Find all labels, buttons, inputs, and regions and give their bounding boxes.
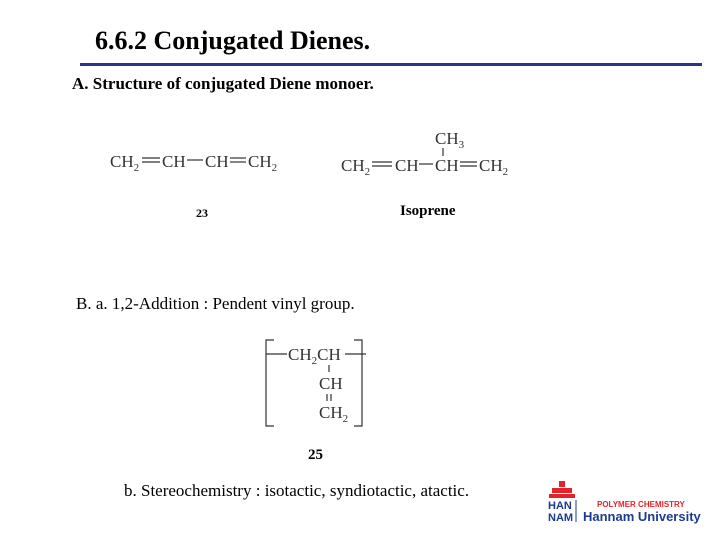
isoprene-group-3: CH xyxy=(435,156,459,175)
svg-text:CH2: $CH_2$ xyxy=(479,156,509,178)
butadiene-structure xyxy=(105,140,295,180)
logo-emblem-icon xyxy=(549,481,575,498)
polymer-main-b: CH xyxy=(317,345,341,364)
polymer-main-a: CH xyxy=(288,345,312,364)
isoprene-structure xyxy=(337,124,527,184)
logo-nam-text: NAM xyxy=(548,512,574,524)
slide-title: 6.6.2 Conjugated Dienes. xyxy=(95,26,371,55)
title-divider xyxy=(80,63,702,66)
section-b-a-text: B. a. 1,2-Addition : Pendent vinyl group. xyxy=(76,294,355,313)
right-bracket xyxy=(354,340,362,426)
isoprene-group-1: CH xyxy=(341,156,365,175)
isoprene-group-4: CH xyxy=(479,156,503,175)
butadiene-group-4: CH xyxy=(248,152,272,171)
logo-tagline: POLYMER CHEMISTRY xyxy=(597,500,685,509)
svg-text:CH2CH: $CH_2CH$ xyxy=(288,345,341,367)
svg-text:CH3: $CH_3$ xyxy=(435,129,465,151)
svg-text:CH2: $CH_2$ xyxy=(319,403,349,425)
butadiene-group-3: CH xyxy=(205,152,229,171)
logo-han-text: HAN xyxy=(548,500,572,512)
polymer-side-2: CH xyxy=(319,403,343,422)
polymer-label: 25 xyxy=(308,447,323,463)
svg-text:CH2: $CH_2$ xyxy=(110,152,140,174)
butadiene-label: 23 xyxy=(196,206,208,220)
butadiene-group-2: CH xyxy=(162,152,186,171)
isoprene-label: Isoprene xyxy=(400,203,456,219)
left-bracket xyxy=(266,340,274,426)
butadiene-group-1: CH xyxy=(110,152,134,171)
section-a-heading: A. Structure of conjugated Diene monoer. xyxy=(72,74,374,93)
polymer-repeat-unit xyxy=(262,336,372,432)
isoprene-group-2: CH xyxy=(395,156,419,175)
isoprene-methyl: CH xyxy=(435,129,459,148)
section-b-b-text: b. Stereochemistry : isotactic, syndiotactic, atactic. xyxy=(124,481,470,500)
svg-text:CH2: $CH_2$ xyxy=(248,152,278,174)
polymer-side-1: CH xyxy=(319,374,343,393)
svg-text:CH2: $CH_2$ xyxy=(341,156,371,178)
logo-university-name: Hannam University xyxy=(583,509,701,524)
hannam-logo xyxy=(545,480,715,525)
